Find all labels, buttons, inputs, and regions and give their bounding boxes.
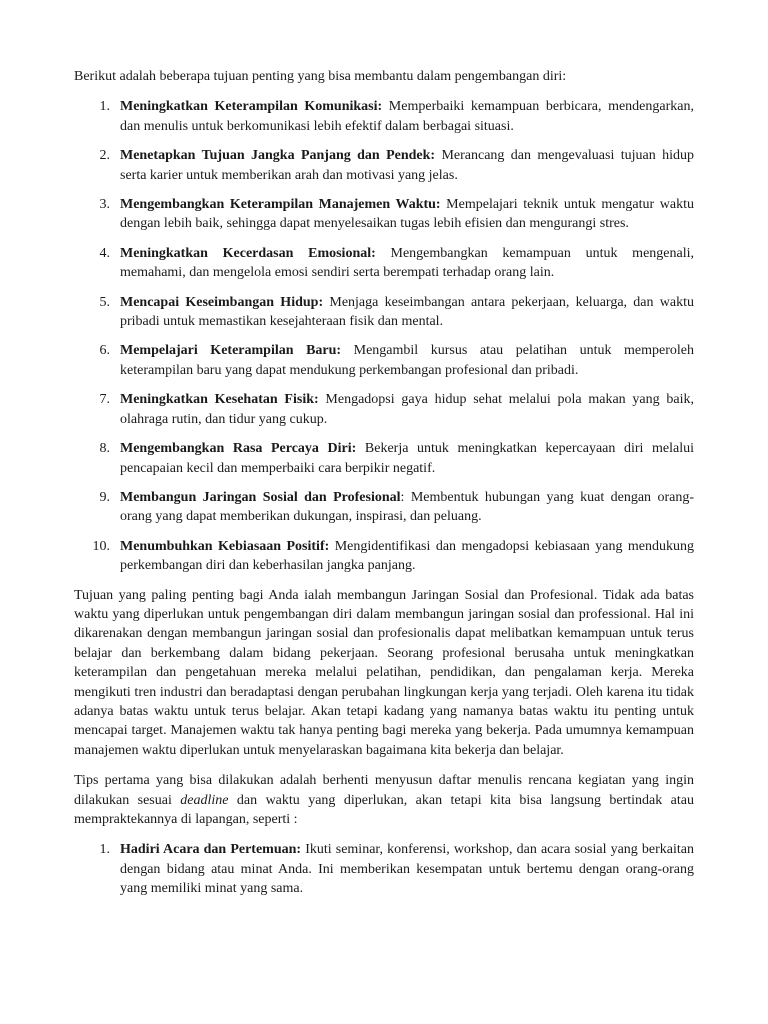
item-text: Mengembangkan kemampuan untuk mengenali, memahami, dan mengelola emosi sendiri serta berempati terhadap orang lain. (120, 245, 694, 281)
list-item: 6. Mempelajari Keterampilan Baru: Mengambil kursus atau pelatihan untuk memperoleh keterampilan baru yang dapat mendukung perkembangan profesional dan pribadi. (99, 343, 695, 378)
item-text: Mempelajari teknik untuk mengatur waktu dengan lebih baik, sehingga dapat menyelesaikan tugas lebih efisien dan mengurangi stres. (120, 197, 694, 232)
item-text: Mengidentifikasi dan mengadopsi kebiasaan yang mendukung perkembangan diri dan keberhasilan jangka panjang. (120, 538, 695, 574)
item-text: Merancang dan mengevaluasi tujuan hidup serta karier untuk memberikan arah dan motivasi yang jelas. (120, 148, 694, 183)
list-item: 1. Hadiri Acara dan Pertemuan: Ikuti seminar, konferensi, workshop, dan acara sosial yang berkaitan dengan bidang atau minat Anda. Ini memberikan kesempatan untuk bertemu dengan orang-orang yang memiliki minat yang sama. (99, 842, 694, 897)
item-title: Hadiri Acara dan Pertemuan: (120, 842, 302, 858)
body-paragraph: Tujuan yang paling penting bagi Anda ialah membangun Jaringan Sosial dan Profesional. Tidak ada batas waktu yang diperlukan untuk pengembangan diri dalam membangun jaringan sosial dan professional. Hal ini dikarenakan dengan membangun jaringan sosial dan profesionalis dapat melibatkan kemampuan untuk terus belajar dan berkembang dalam bidang pekerjaan. Seorang profesional berusaha untuk meningkatkan keterampilan dan pengetahuan mereka melalui pelatihan, pendidikan, dan pengalaman kerja. Mereka mengikuti tren industri dan beradaptasi dengan perubahan lingkungan kerja yang terjadi. Oleh karena itu tidak adanya batas waktu untuk terus belajar. Akan tetapi kadang yang namanya batas waktu itu penting untuk mencapai target. Manajemen waktu tak hanya penting bagi mereka yang bekerja. Pada umumnya kemampuan manajemen waktu diperlukan untuk menyelaraskan bagaimana kita bekerja dan belajar. (74, 587, 694, 758)
tips-paragraph: Tips pertama yang bisa dilakukan adalah berhenti menyusun daftar menulis rencana kegiatan yang ingin dilakukan sesuai deadline dan waktu yang diperlukan, akan tetapi kita bisa langsung bertindak atau mempraktekannya di lapangan, seperti : (74, 773, 694, 827)
list-item: 2. Menetapkan Tujuan Jangka Panjang dan Pendek: Merancang dan mengevaluasi tujuan hidup serta karier untuk memberikan arah dan motivasi yang jelas. (99, 148, 694, 183)
intro-paragraph: Berikut adalah beberapa tujuan penting yang bisa membantu dalam pengembangan diri: (74, 69, 567, 84)
list-item: 4. Meningkatkan Kecerdasan Emosional: Mengembangkan kemampuan untuk mengenali, memahami, dan mengelola emosi sendiri serta berempati terhadap orang lain. (99, 245, 694, 281)
item-text: Mengadopsi gaya hidup sehat melalui pola makan yang baik, olahraga rutin, dan tidur yang cukup. (120, 392, 694, 427)
item-title: Mengembangkan Rasa Percaya Diri: (120, 441, 357, 457)
item-title: Menumbuhkan Kebiasaan Positif: (120, 538, 330, 554)
item-title: Menetapkan Tujuan Jangka Panjang dan Pendek: (120, 148, 436, 164)
list-item: 3. Mengembangkan Keterampilan Manajemen Waktu: Mempelajari teknik untuk mengatur waktu dengan lebih baik, sehingga dapat menyelesaikan tugas lebih efisien dan mengurangi stres. (99, 197, 694, 232)
list-item: 1. Meningkatkan Keterampilan Komunikasi: Memperbaiki kemampuan berbicara, mendengarkan, dan menulis untuk berkomunikasi lebih efektif dalam berbagai situasi. (99, 99, 694, 134)
tips-list (74, 840, 694, 898)
item-title: Mengembangkan Keterampilan Manajemen Waktu: (120, 197, 441, 213)
item-title: Mempelajari Keterampilan Baru: (120, 343, 342, 359)
list-item: 8. Mengembangkan Rasa Percaya Diri: Bekerja untuk meningkatkan kepercayaan diri melalui pencapaian kecil dan memperbaiki cara berpikir negatif. (99, 441, 694, 476)
goals-list (74, 97, 694, 575)
list-item: 9. Membangun Jaringan Sosial dan Profesional: Membentuk hubungan yang kuat dengan orang-orang yang dapat memberikan dukungan, inspirasi, dan peluang. (99, 489, 695, 525)
item-text: Memperbaiki kemampuan berbicara, mendengarkan, dan menulis untuk berkomunikasi lebih efektif dalam berbagai situasi. (120, 99, 694, 134)
emphasis-text: deadline (180, 792, 229, 808)
list-item: 5. Mencapai Keseimbangan Hidup: Menjaga keseimbangan antara pekerjaan, keluarga, dan waktu pribadi untuk memastikan kesejahteraan fisik dan mental. (99, 294, 694, 330)
item-title: Meningkatkan Keterampilan Komunikasi: (120, 99, 383, 115)
item-title: Meningkatkan Kecerdasan Emosional: (120, 245, 376, 261)
item-title: Membangun Jaringan Sosial dan Profesional (120, 489, 401, 505)
item-text: Menjaga keseimbangan antara pekerjaan, keluarga, dan waktu pribadi untuk memastikan kesejahteraan fisik dan mental. (120, 294, 694, 330)
item-text: Ikuti seminar, konferensi, workshop, dan acara sosial yang berkaitan dengan bidang atau minat Anda. Ini memberikan kesempatan untuk bertemu dengan orang-orang yang memiliki minat yang sama. (120, 842, 694, 897)
item-text: Mengambil kursus atau pelatihan untuk memperoleh keterampilan baru yang dapat mendukung perkembangan profesional dan pribadi. (120, 343, 695, 378)
item-title: Meningkatkan Kesehatan Fisik: (120, 392, 319, 408)
item-text: : Membentuk hubungan yang kuat dengan orang-orang yang dapat memberikan dukungan, inspirasi, dan peluang. (120, 489, 695, 525)
item-text: Bekerja untuk meningkatkan kepercayaan diri melalui pencapaian kecil dan memperbaiki cara berpikir negatif. (120, 441, 694, 476)
item-title: Mencapai Keseimbangan Hidup: (120, 294, 324, 310)
list-item: 7. Meningkatkan Kesehatan Fisik: Mengadopsi gaya hidup sehat melalui pola makan yang baik, olahraga rutin, dan tidur yang cukup. (99, 392, 694, 427)
list-item: 10. Menumbuhkan Kebiasaan Positif: Mengidentifikasi dan mengadopsi kebiasaan yang mendukung perkembangan diri dan keberhasilan jangka panjang. (92, 538, 695, 574)
